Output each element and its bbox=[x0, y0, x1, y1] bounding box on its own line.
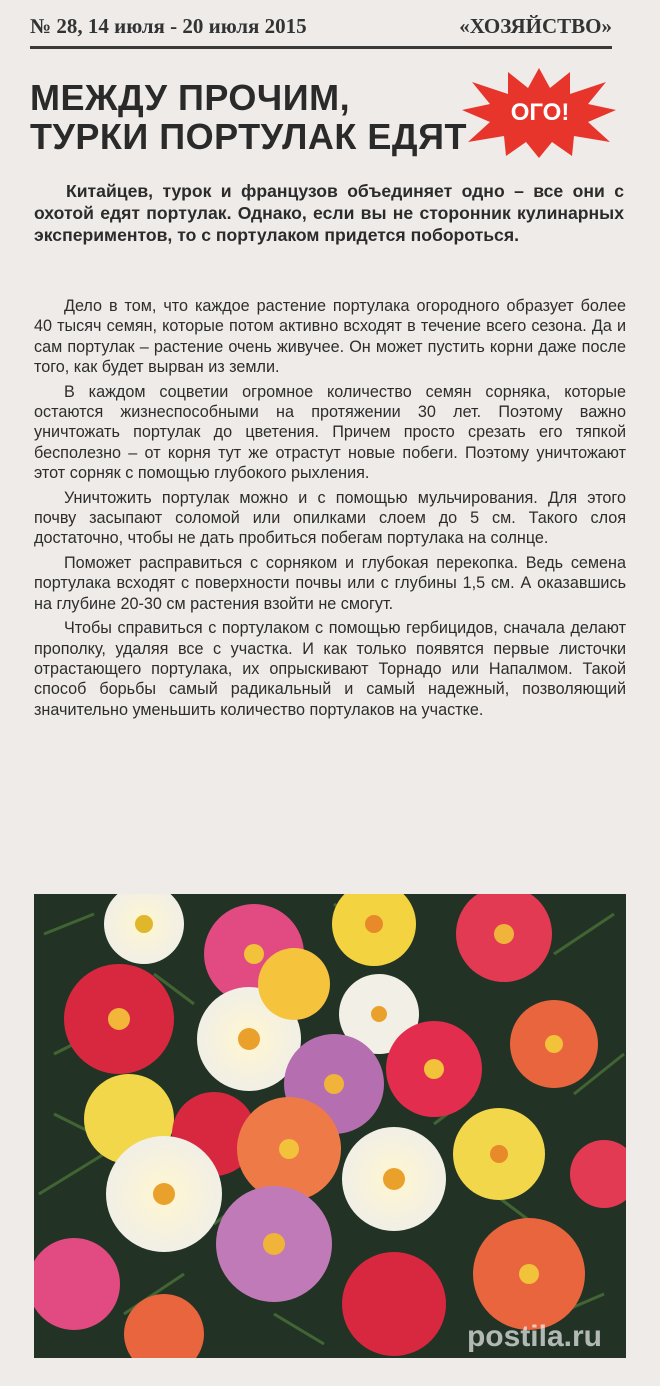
body-paragraph: В каждом соцветии огромное количество семян сорняка, которые остаются жизнеспособными на протяжении 30 лет. Поэтому важно уничтожать портулак до цветения. Причем просто срезать его тяпкой бесполезно – от корня тут же отрастут новые побеги. Поэтому уничтожают этот сорняк с помощью глубокого рыхления. bbox=[34, 382, 626, 483]
title-line-1: МЕЖДУ ПРОЧИМ, bbox=[30, 77, 351, 118]
body-paragraph: Чтобы справиться с портулаком с помощью гербицидов, сначала делают прополку, удаляя все с участка. И как только появятся первые листочки отрастающего портулака, их опрыскивают Торнадо или Напалмом. Такой способ борьбы самый радикальный и самый надежный, позволяющий значительно уменьшить количество портулаков на участке. bbox=[34, 619, 626, 719]
ogo-badge bbox=[460, 66, 618, 158]
body-paragraph: Дело в том, что каждое растение портулака огородного образует более 40 тысяч семян, которые потом активно всходят в течение всего сезона. Да и сам портулак – растение очень живучее. Он может пустить корни даже после того, как будет вырван из земли. bbox=[34, 297, 626, 377]
issue-info: № 28, 14 июля - 20 июля 2015 bbox=[30, 13, 307, 38]
article-body bbox=[34, 296, 626, 724]
body-paragraph: Уничтожить портулак можно и с помощью мульчирования. Для этого почву засыпают соломой или опилками слоем до 5 см. Такого слоя достаточно, чтобы не дать пробиться побегам портулака на солнце. bbox=[34, 488, 626, 548]
body-paragraph: Поможет расправиться с сорняком и глубокая перекопка. Ведь семена портулака всходят с поверхности почвы или с глубины 1,5 см. А оказавшись на глубине 20-30 см растения взойти не смогут. bbox=[34, 553, 626, 613]
watermark-text: postila.ru bbox=[466, 1320, 602, 1353]
flowers-illustration bbox=[34, 894, 626, 1358]
portulaca-flowers-photo bbox=[34, 894, 626, 1358]
lead-paragraph: Китайцев, турок и французов объединяет одно – все они с охотой едят портулак. Однако, если вы не сторонник кулинарных экспериментов, то с портулаком придется побороться. bbox=[34, 181, 624, 245]
starburst-icon bbox=[460, 66, 618, 158]
badge-label: ОГО! bbox=[510, 99, 570, 126]
page-header bbox=[30, 6, 612, 49]
article-title bbox=[30, 78, 470, 156]
section-name: «ХОЗЯЙСТВО» bbox=[459, 13, 612, 38]
title-line-2: ТУРКИ ПОРТУЛАК ЕДЯТ bbox=[30, 116, 467, 157]
